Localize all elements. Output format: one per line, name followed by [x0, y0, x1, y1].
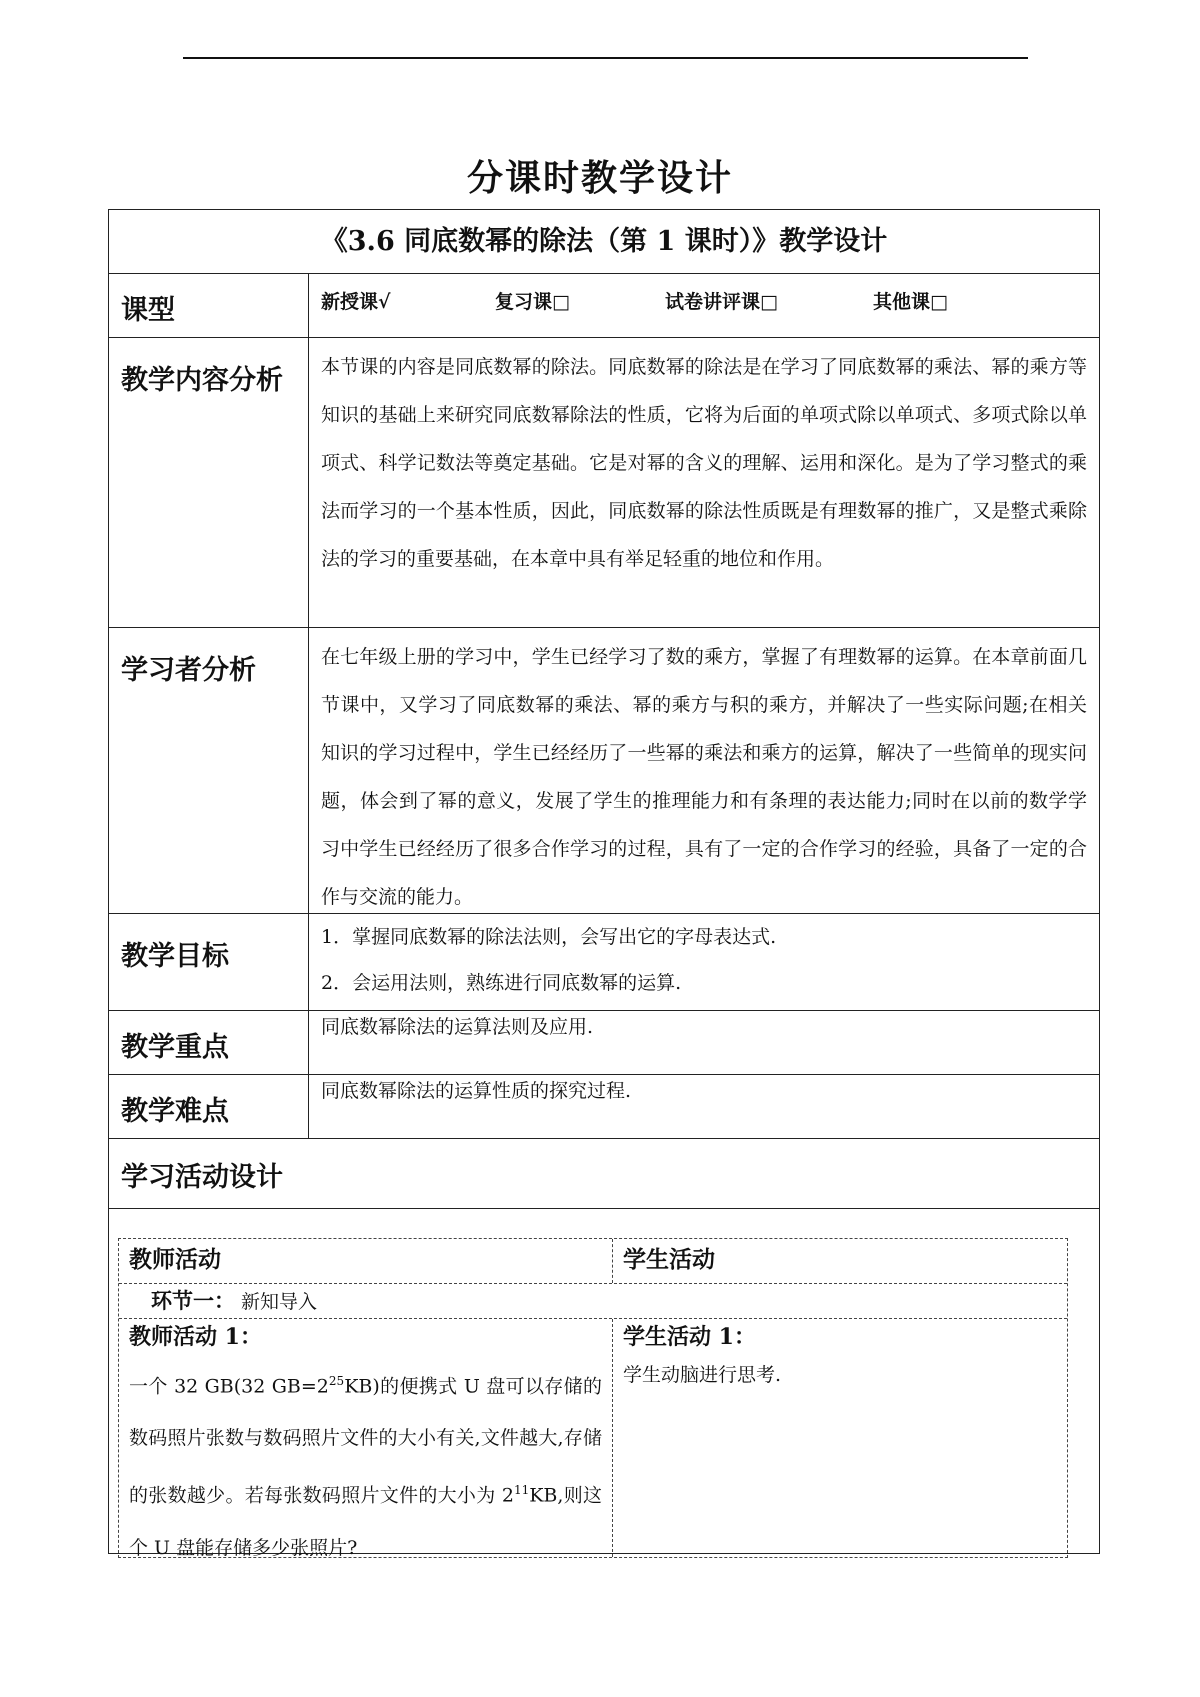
course-type-option-exam-review: 试卷讲评课□ — [665, 291, 778, 313]
learner-analysis-row — [109, 628, 1099, 914]
learner-analysis-label: 学习者分析 — [109, 628, 309, 913]
stage-name: 新知导入 — [241, 1291, 318, 1313]
stage-row — [119, 1284, 1067, 1319]
goal-item: 1．掌握同底数幂的除法法则，会写出它的字母表达式. — [321, 926, 777, 948]
student-activity-1-text: 学生动脑进行思考. — [623, 1364, 782, 1386]
key-points-text: 同底数幂除法的运算法则及应用. — [321, 1016, 594, 1038]
activity-design-body — [109, 1209, 1099, 1559]
teacher-activity-text-part: KB)的便携式 U 盘可以存储的数码照片张数与数码照片文件的大小有关,文件越大,存储的张数越少。若每张数码照片文件的大小为 2 — [129, 1375, 602, 1507]
teacher-activity-text-part: KB,则这个 U 盘能存储多少张照片? — [129, 1484, 602, 1559]
difficulties-label: 教学难点 — [109, 1075, 309, 1138]
student-activity-1 — [613, 1319, 1067, 1557]
teacher-activity-1-text — [129, 1355, 602, 1574]
activity-table — [118, 1238, 1068, 1558]
content-analysis-row — [109, 338, 1099, 628]
course-type-label: 课型 — [109, 274, 309, 337]
goal-item: 2．会运用法则，熟练进行同底数幂的运算. — [321, 972, 682, 994]
activity-1-row — [119, 1319, 1067, 1557]
stage-label: 环节一： — [151, 1288, 235, 1313]
stage-title — [119, 1284, 317, 1318]
activity-design-row — [109, 1139, 1099, 1209]
lesson-plan-table — [108, 209, 1100, 1559]
exponent: 25 — [328, 1374, 345, 1388]
student-activity-1-title: 学生活动 1： — [623, 1324, 756, 1350]
teacher-activity-1 — [119, 1319, 613, 1557]
goals-list — [309, 914, 1099, 1010]
course-type-option-review: 复习课□ — [495, 291, 570, 313]
difficulties-text: 同底数幂除法的运算性质的探究过程. — [321, 1080, 632, 1102]
exponent: 11 — [513, 1483, 530, 1498]
course-type-options — [309, 274, 1099, 330]
course-type-option-new: 新授课√ — [321, 291, 391, 313]
learner-analysis-text: 在七年级上册的学习中，学生已经学习了数的乘方，掌握了有理数幂的运算。在本章前面几节课中，又学习了同底数幂的乘法、幂的乘方与积的乘方，并解决了一些实际问题;在相关知识的学习过程中，学生已经经历了一些幂的乘法和乘方的运算，解决了一些简单的现实问题，体会到了幂的意义，发展了学生的推理能力和有条理的表达能力;同时在以前的数学学习中学生已经经历了很多合作学习的过程，具有了一定的合作学习的经验，具备了一定的合作与交流的能力。 — [321, 646, 1087, 908]
student-activity-header: 学生活动 — [623, 1246, 715, 1273]
difficulties-row — [109, 1075, 1099, 1139]
header-rule — [183, 57, 1028, 59]
goals-label: 教学目标 — [109, 914, 309, 1010]
activity-design-label: 学习活动设计 — [121, 1162, 283, 1193]
course-type-option-other: 其他课□ — [873, 291, 948, 313]
content-analysis-text: 本节课的内容是同底数幂的除法。同底数幂的除法是在学习了同底数幂的乘法、幂的乘方等知识的基础上来研究同底数幂除法的性质，它将为后面的单项式除以单项式、多项式除以单项式、科学记数法等奠定基础。它是对幂的含义的理解、运用和深化。是为了学习整式的乘法而学习的一个基本性质，因此，同底数幂的除法性质既是有理数幂的推广，又是整式乘除法的学习的重要基础，在本章中具有举足轻重的地位和作用。 — [321, 356, 1087, 570]
teacher-activity-text-part: 一个 32 GB(32 GB=2 — [129, 1375, 329, 1398]
key-points-row — [109, 1011, 1099, 1075]
course-type-row — [109, 274, 1099, 338]
page-title: 分课时教学设计 — [466, 157, 733, 199]
lesson-title: 《3.6 同底数幂的除法（第 1 课时）》教学设计 — [109, 210, 1099, 274]
teacher-activity-1-title: 教师活动 1： — [129, 1324, 262, 1350]
teacher-activity-header: 教师活动 — [119, 1239, 613, 1283]
key-points-label: 教学重点 — [109, 1011, 309, 1074]
content-analysis-label: 教学内容分析 — [109, 338, 309, 627]
activity-header-row — [119, 1239, 1067, 1284]
goals-row — [109, 914, 1099, 1011]
